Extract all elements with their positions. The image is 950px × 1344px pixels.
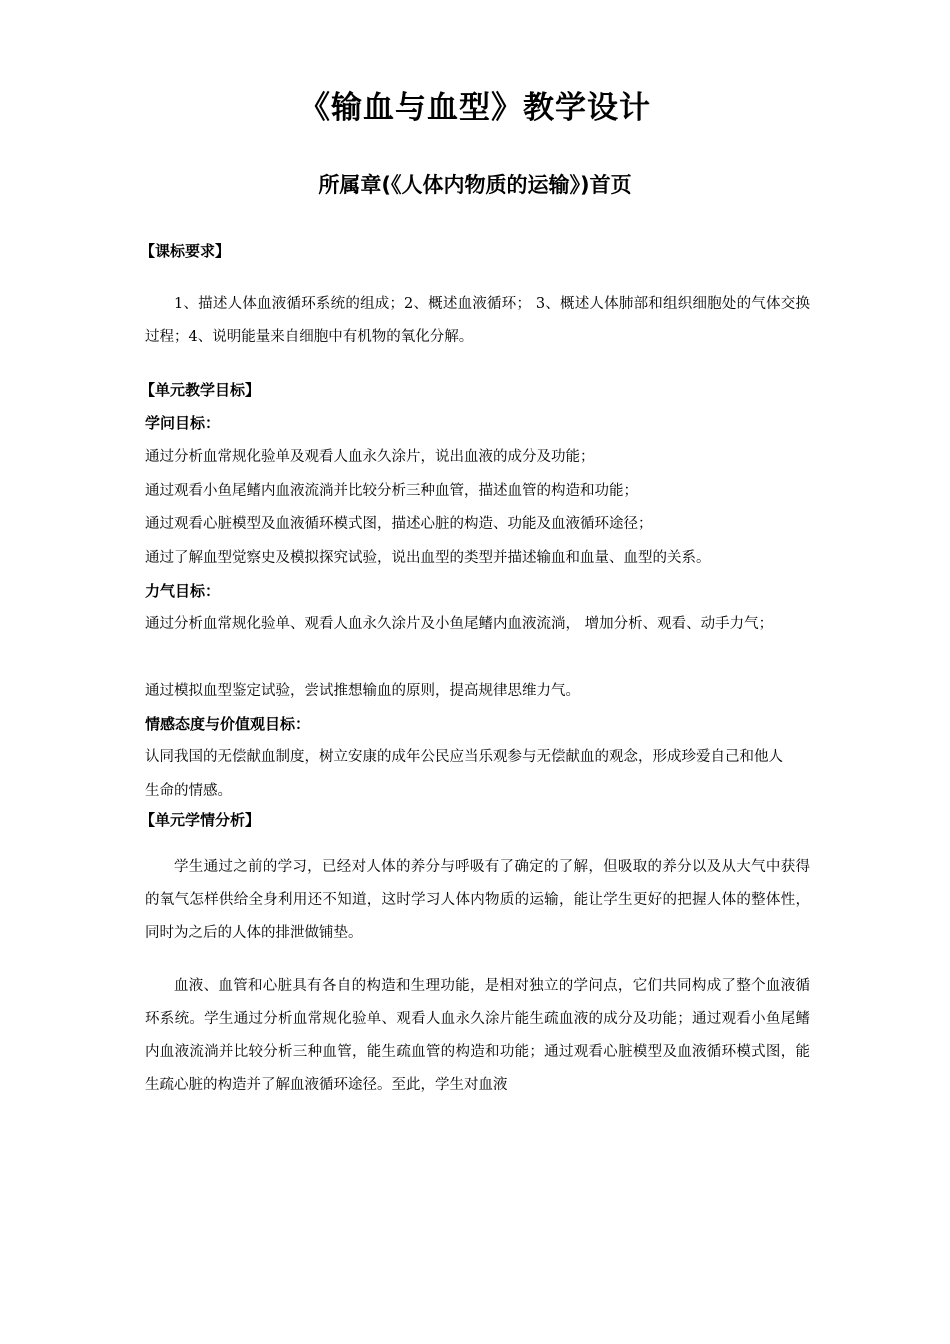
knowledge-item: 通过分析血常规化验单及观看人血永久涂片，说出血液的成分及功能； (145, 449, 595, 465)
emotion-text: 认同我国的无偿献血制度，树立安康的成年公民应当乐观参与无偿献血的观念，形成珍爱自己和他人生命的情感。 (145, 749, 783, 799)
document-title: 《输血与血型》教学设计 (299, 90, 651, 126)
knowledge-item: 通过观看心脏模型及血液循环模式图，描述心脏的构造、功能及血液循环途径； (145, 516, 653, 532)
analysis-paragraph: 血液、血管和心脏具有各自的构造和生理功能，是相对独立的学问点，它们共同构成了整个血液循环系统。学生通过分析血常规化验单、观看人血永久涂片能生疏血液的成分及功能；通过观看小鱼尾鳍内血液流淌并比较分析三种血管，能生疏血管的构造和功能；通过观看心脏模型及血液循环模式图，能生疏心脏的构造并了解血液循环途径。至此，学生对血液 (145, 978, 810, 1093)
ability-item: 通过分析血常规化验单、观看人血永久涂片及小鱼尾鳍内血液流淌， 增加分析、观看、动手力气； (145, 616, 774, 632)
document-subtitle: 所属章(《人体内物质的运输》)首页 (318, 173, 632, 197)
objectives-heading: 【单元教学目标】 (140, 381, 261, 399)
knowledge-item: 通过观看小鱼尾鳍内血液流淌并比较分析三种血管，描述血管的构造和功能； (145, 483, 638, 499)
knowledge-item: 通过了解血型觉察史及模拟探究试验，说出血型的类型并描述输血和血量、血型的关系。 (145, 550, 711, 566)
ability-item: 通过模拟血型鉴定试验，尝试推想输血的原则，提高规律思维力气。 (145, 683, 580, 699)
knowledge-label: 学问目标： (145, 414, 221, 432)
analysis-paragraph: 学生通过之前的学习，已经对人体的养分与呼吸有了确定的了解，但吸取的养分以及从大气中获得的氧气怎样供给全身利用还不知道，这时学习人体内物质的运输，能让学生更好的把握人体的整体性，同时为之后的人体的排泄做铺垫。 (145, 859, 810, 941)
analysis-heading: 【单元学情分析】 (140, 811, 261, 829)
ability-label: 力气目标： (145, 582, 221, 600)
curriculum-heading: 【课标要求】 (140, 242, 231, 260)
curriculum-text: 1、描述人体血液循环系统的组成；2、概述血液循环； 3、概述人体肺部和组织细胞处的气体交换过程；4、说明能量来自细胞中有机物的氧化分解。 (145, 296, 810, 345)
emotion-label: 情感态度与价值观目标： (145, 715, 311, 733)
